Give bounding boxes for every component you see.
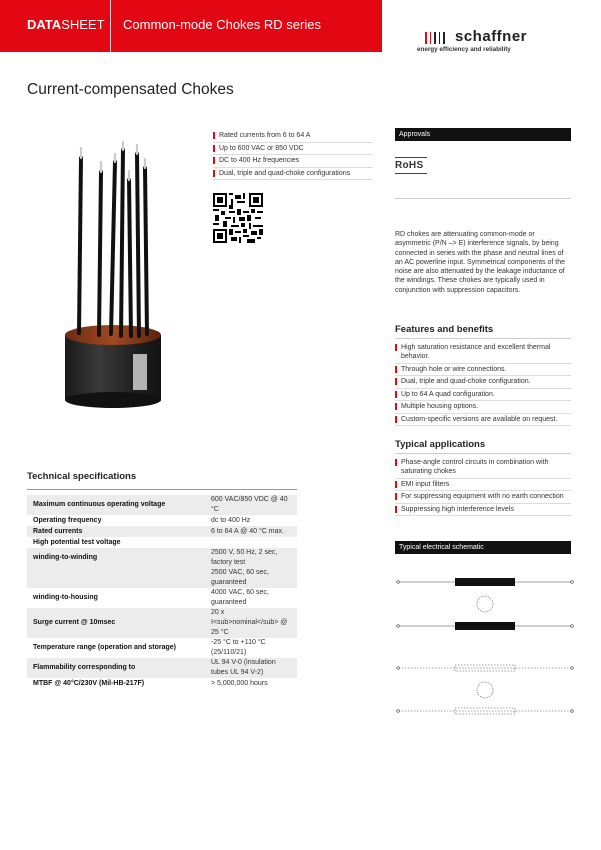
datasheet-label: DATASHEET (27, 17, 105, 32)
spec-key: winding-to-housing (33, 594, 98, 601)
list-item: For suppressing equipment with no earth connection (395, 491, 571, 504)
top-bullet-list (213, 130, 373, 180)
spec-value: 4000 VAC, 60 sec, guaranteed (211, 589, 269, 606)
header-divider (110, 0, 111, 52)
description-text: RD chokes are attenuating common-mode or asymmetric (P/N –> E) interference signals, by being connected in series with the phase and neutral lines of an AC powerline input. Symmetrical components of the noise are also attenuated by the leakage inductance of the windings. These chokes are typically used in conjunction with suppression capacitors. (395, 231, 566, 294)
electrical-schematic (395, 570, 575, 720)
list-item: Multiple housing options. (395, 401, 571, 414)
list-item: Phase-angle control circuits in combination with saturating chokes (395, 457, 571, 479)
header-title: Common-mode Chokes RD series (123, 17, 321, 32)
list-item: Custom-specific versions are available on request. (395, 414, 571, 427)
qr-code-icon (213, 193, 263, 243)
features-list (395, 342, 571, 426)
spec-key (27, 568, 203, 588)
spec-value: 2500 V, 50 Hz, 2 sec, factory test (203, 548, 297, 568)
spec-value: -25 °C to +110 °C (25/110/21) (211, 639, 266, 656)
logo-tagline: energy efficiency and reliability (417, 46, 511, 53)
spec-value: UL 94 V-0 (insulation tubes UL 94 V-2) (203, 658, 297, 678)
spec-value: 6 to 64 A @ 40 °C max. (203, 526, 297, 537)
spec-key: Flammability corresponding to (27, 658, 203, 678)
table-row (27, 526, 297, 537)
spec-value: 2500 VAC, 60 sec, guaranteed (203, 568, 297, 588)
page-title: Current-compensated Chokes (27, 81, 234, 98)
table-row (27, 658, 297, 678)
company-logo (417, 27, 577, 57)
spec-value: > 5,000,000 hours (211, 679, 268, 687)
table-row (27, 537, 297, 548)
divider (27, 489, 297, 490)
list-item: Up to 600 VAC or 850 VDC (213, 143, 373, 156)
table-row (27, 515, 297, 526)
spec-value: 600 VAC/850 VDC @ 40 °C (203, 495, 297, 515)
table-row (27, 638, 297, 658)
list-item: EMI input filters (395, 479, 571, 492)
table-row (27, 588, 297, 608)
spec-key: winding-to-winding (27, 548, 203, 568)
list-item: Suppressing high interference levels (395, 504, 571, 517)
spec-key: High potential test voltage (33, 538, 121, 546)
table-row (27, 495, 297, 515)
applications-heading: Typical applications (395, 439, 486, 450)
table-row (27, 608, 297, 638)
product-image (45, 140, 185, 410)
divider (395, 338, 571, 339)
list-item: Dual, triple and quad-choke configuration. (395, 376, 571, 389)
table-row (27, 678, 297, 689)
spec-key: Rated currents (27, 526, 203, 537)
divider (395, 453, 571, 454)
table-row (27, 548, 297, 568)
list-item: Through hole or wire connections. (395, 364, 571, 377)
list-item: Up to 64 A quad configuration. (395, 389, 571, 402)
approvals-bar: Approvals (395, 128, 571, 141)
table-row (27, 568, 297, 588)
spec-key: Temperature range (operation and storage) (33, 644, 177, 651)
list-item: DC to 400 Hz frequencies (213, 155, 373, 168)
list-item: High saturation resistance and excellent thermal behavior. (395, 342, 571, 364)
features-heading: Features and benefits (395, 324, 494, 335)
schematic-bar: Typical electrical schematic (395, 541, 571, 554)
tech-specs-table (27, 495, 297, 689)
logo-name: schaffner (455, 28, 528, 45)
divider (395, 198, 571, 199)
spec-key: MTBF @ 40°C/230V (Mil-HB-217F) (33, 679, 145, 687)
list-item: Rated currents from 6 to 64 A (213, 130, 373, 143)
spec-key: Maximum continuous operating voltage (27, 495, 203, 515)
list-item: Dual, triple and quad-choke configurations (213, 168, 373, 181)
logo-mark-icon (425, 31, 448, 43)
rohs-badge: RoHS (395, 157, 427, 174)
header-bar (0, 0, 382, 52)
spec-value: 20 x I<sub>nominal</sub> @ 25 °C (203, 608, 297, 638)
spec-value: dc to 400 Hz (211, 516, 251, 524)
spec-value (203, 537, 297, 548)
spec-key: Operating frequency (33, 516, 102, 524)
spec-key: Surge current @ 10msec (27, 608, 203, 638)
applications-list (395, 457, 571, 516)
tech-specs-heading: Technical specifications (27, 471, 137, 482)
